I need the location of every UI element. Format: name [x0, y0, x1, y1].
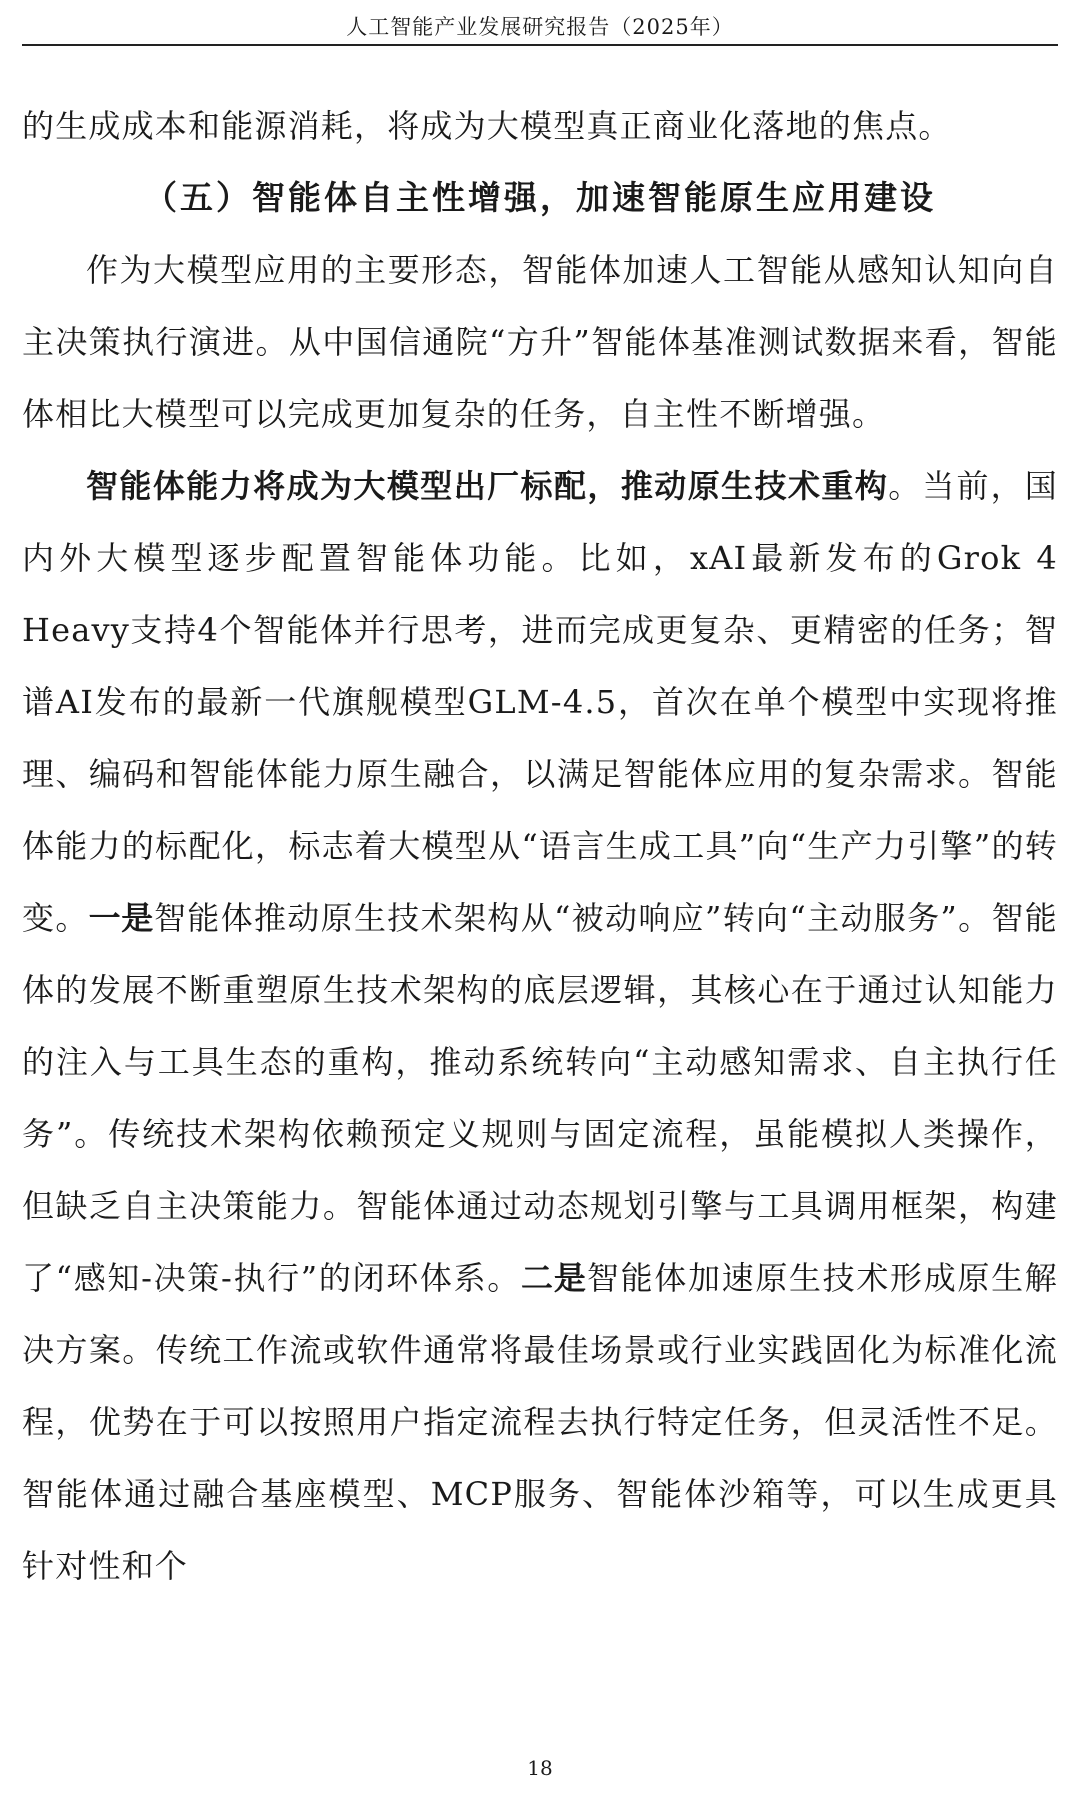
- paragraph-main: [22, 450, 1058, 1602]
- paragraph-text: 。当前，国内外大模型逐步配置智能体功能。比如，xAI最新发布的Grok 4 Heavy支持4个智能体并行思考，进而完成更复杂、更精密的任务；智谱AI发布的最新一代旗舰模型GLM-4.5，首次在单个模型中实现将推理、编码和智能体能力原生融合，以满足智能体应用的复杂需求。智能体能力的标配化，标志着大模型从“语言生成工具”向“生产力引擎”的转变。: [22, 467, 1058, 937]
- bold-marker-first: 一是: [88, 899, 154, 937]
- bold-lead-sentence: 智能体能力将成为大模型出厂标配，推动原生技术重构: [86, 467, 889, 505]
- section-heading: （五）智能体自主性增强，加速智能原生应用建设: [144, 178, 936, 217]
- running-header: 人工智能产业发展研究报告（2025年）: [346, 15, 734, 39]
- bold-marker-second: 二是: [520, 1259, 587, 1297]
- paragraph-text: 智能体推动原生技术架构从“被动响应”转向“主动服务”。智能体的发展不断重塑原生技术架构的底层逻辑，其核心在于通过认知能力的注入与工具生态的重构，推动系统转向“主动感知需求、自主执行任务”。传统技术架构依赖预定义规则与固定流程，虽能模拟人类操作，但缺乏自主决策能力。智能体通过动态规划引擎与工具调用框架，构建了“感知-决策-执行”的闭环体系。: [22, 899, 1058, 1297]
- page-number: 18: [527, 1756, 553, 1780]
- paragraph-continuation: 的生成成本和能源消耗，将成为大模型真正商业化落地的焦点。: [22, 107, 952, 145]
- paragraph-intro: 作为大模型应用的主要形态，智能体加速人工智能从感知认知向自主决策执行演进。从中国信通院“方升”智能体基准测试数据来看，智能体相比大模型可以完成更加复杂的任务，自主性不断增强。: [22, 251, 1058, 433]
- body-text: [22, 90, 1058, 1602]
- header-divider: [22, 44, 1058, 46]
- paragraph-text: 智能体加速原生技术形成原生解决方案。传统工作流或软件通常将最佳场景或行业实践固化为标准化流程，优势在于可以按照用户指定流程去执行特定任务，但灵活性不足。智能体通过融合基座模型、MCP服务、智能体沙箱等，可以生成更具针对性和个: [22, 1259, 1058, 1585]
